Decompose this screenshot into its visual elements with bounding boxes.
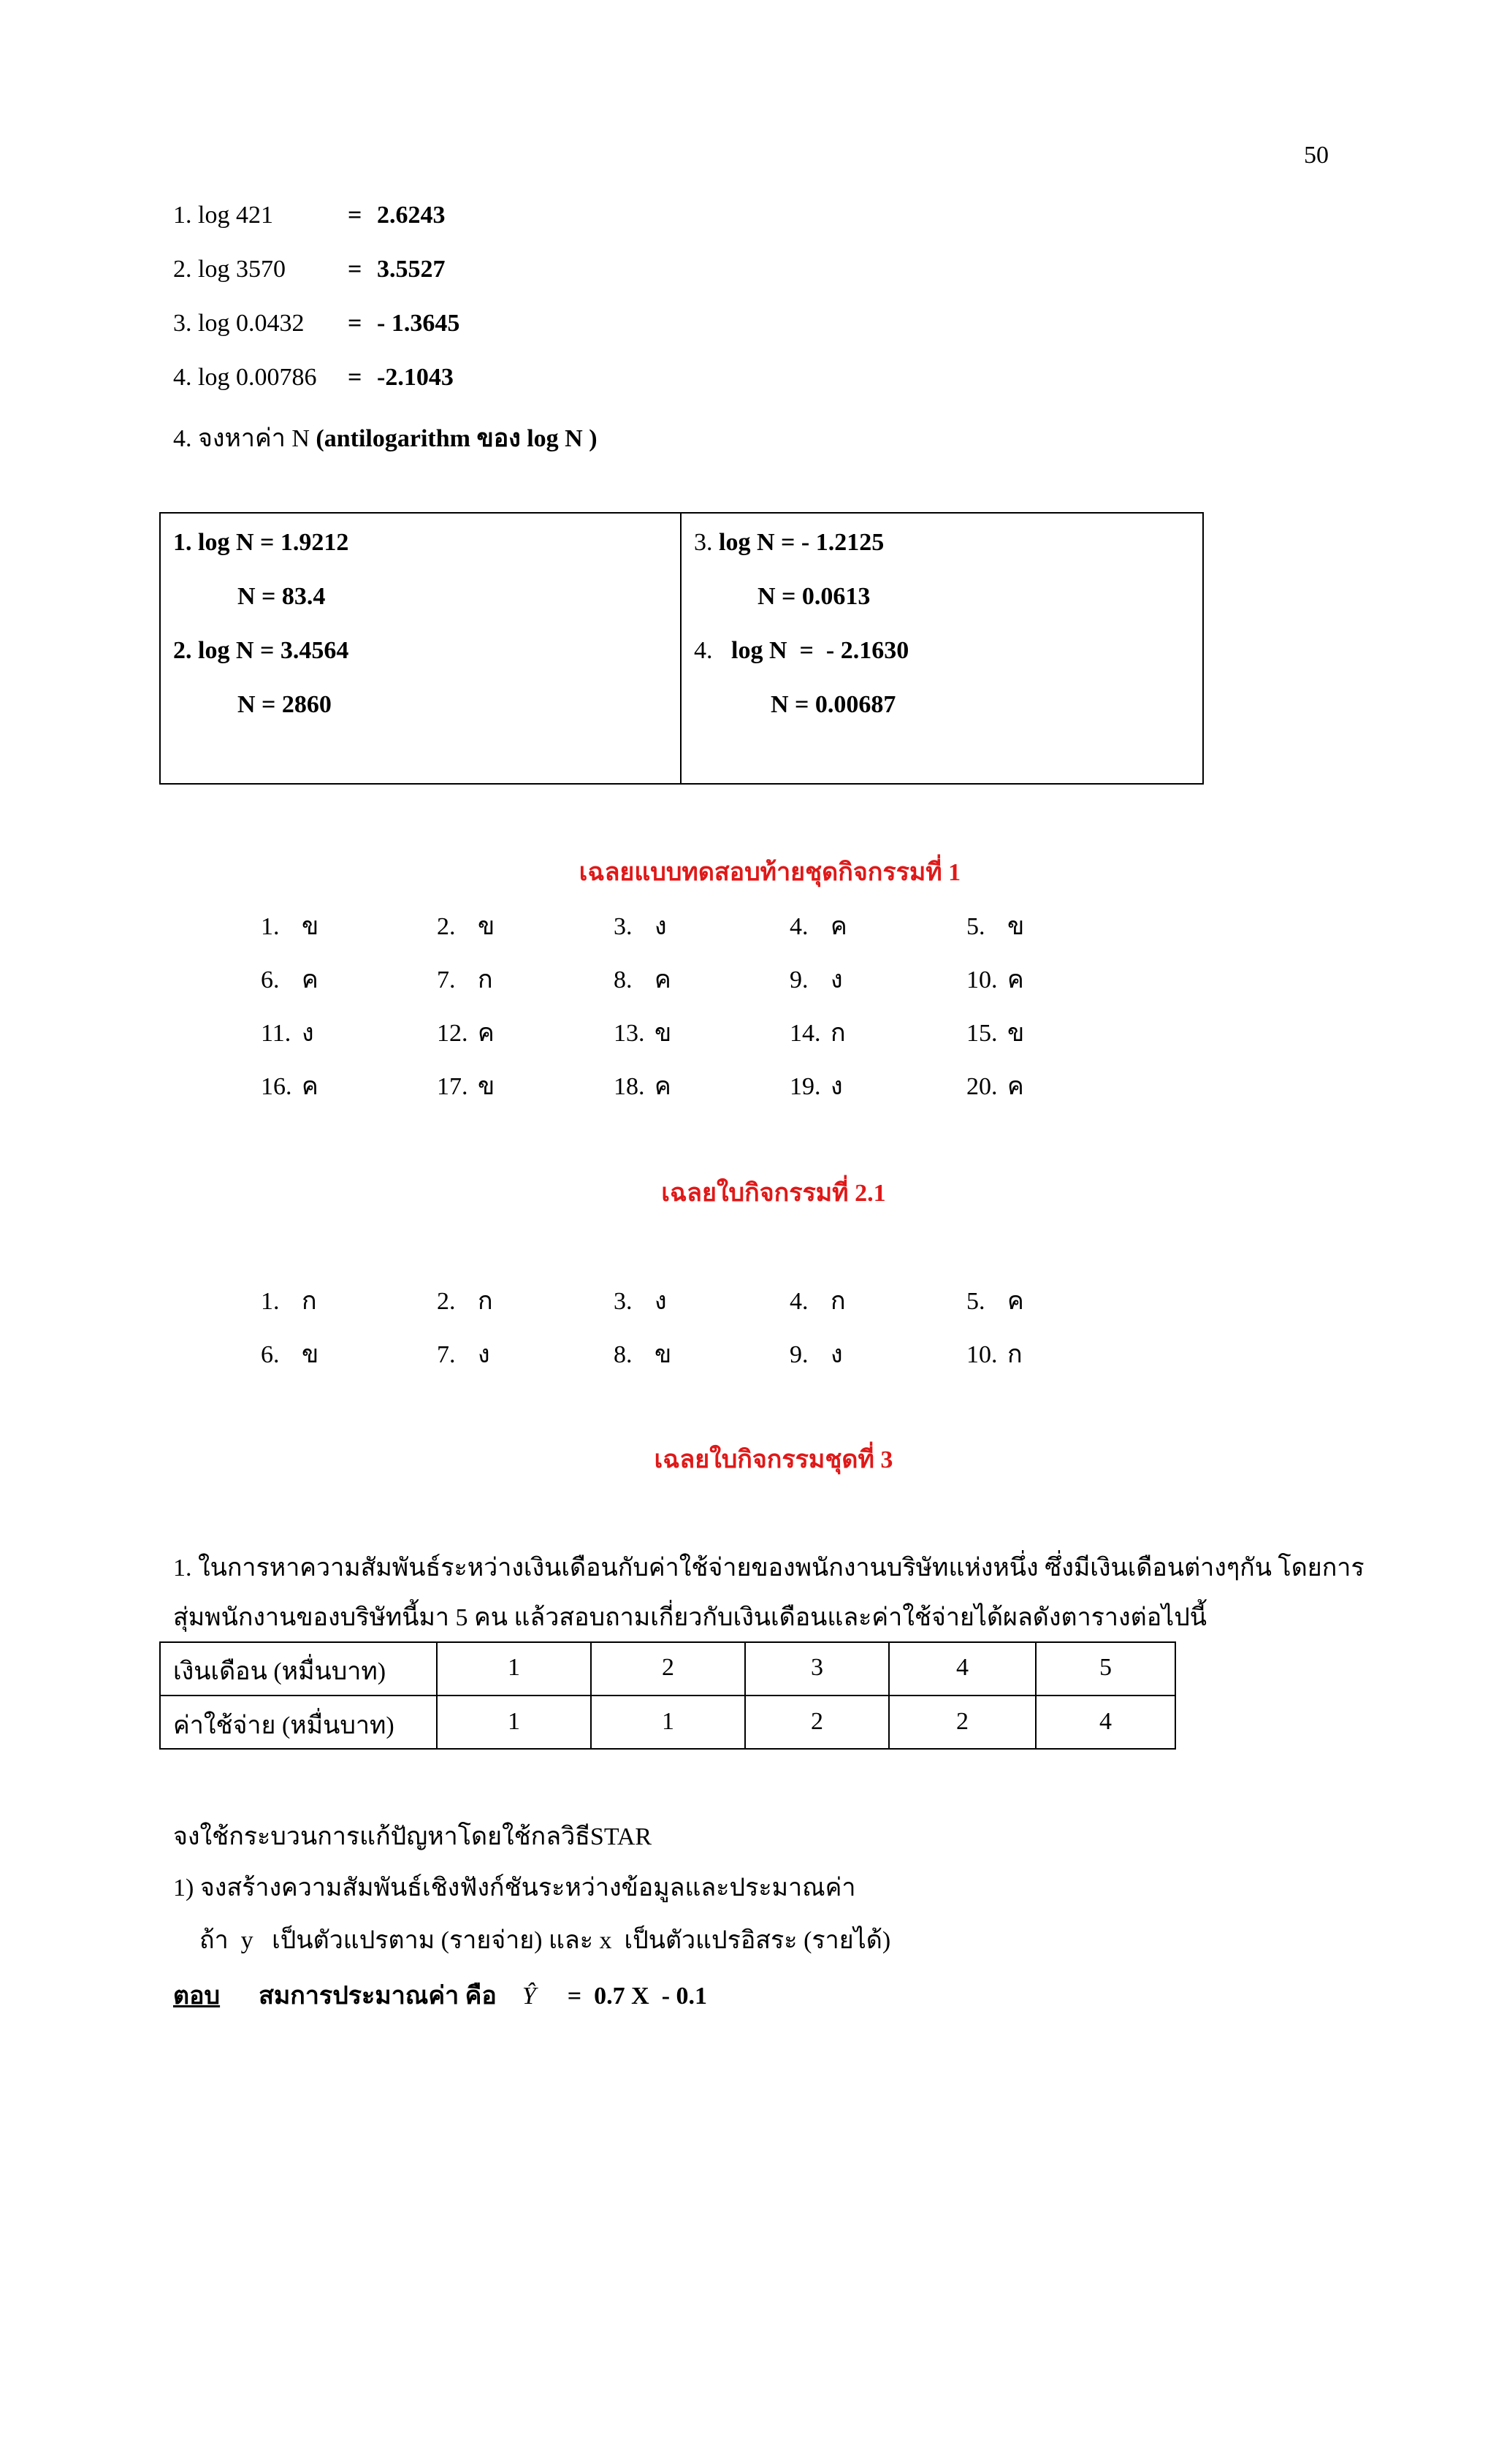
answer-choice: ค [654,966,671,993]
answer-item [261,906,318,945]
activity3-title: เฉลยใบกิจกรรมชุดที่ 3 [654,1446,893,1473]
activity3-paragraph-line1: 1. ในการหาความสัมพันธ์ระหว่างเงินเดือนกับค่าใช้จ่ายของพนักงานบริษัทแห่งหนึ่ง ซึ่งมีเงินเดือนต่างๆกัน โดยการ [173,1555,1365,1582]
log-value: 3.5527 [377,256,446,283]
answer-number: 1. [261,1288,280,1315]
table-cell: 2 [662,1654,674,1681]
answer-choice: ค [302,1073,318,1100]
page-number: 50 [1304,142,1329,169]
answer-number: 8. [614,966,633,993]
equals-sign: = [348,364,362,391]
table-cell: 4 [956,1654,969,1681]
answer-choice: ค [478,1020,495,1047]
answer-item [790,1012,846,1052]
antilog-left-line: N = 83.4 [237,583,326,610]
antilog-left-line: 1. log N = 1.9212 [173,529,349,556]
antilog-left-line: N = 2860 [237,691,332,718]
answer-number: 10. [966,1341,998,1368]
answer-item [614,906,667,945]
answer-item [966,1334,1023,1373]
table-cell: 5 [1099,1654,1112,1681]
answer-choice: ข [654,1341,672,1368]
answer-number: 4. [790,913,809,940]
answer-item [614,1066,671,1105]
table-row-divider [159,1695,1176,1696]
answer-label: ตอบ [173,1983,221,2010]
answer-number: 3. [614,1288,633,1315]
answer-number: 11. [261,1020,291,1047]
antilog-heading-prefix: 4. จงหาค่า N [173,425,316,452]
table-row-label: เงินเดือน (หมื่นบาท) [173,1658,386,1685]
table-cell: 2 [956,1708,969,1735]
answer-choice: ข [478,1073,495,1100]
answer-number: 17. [437,1073,468,1100]
answer-number: 1. [261,913,280,940]
answer-choice: ก [478,966,493,993]
answer-number: 9. [790,966,809,993]
equals-sign: = [348,256,362,283]
answer-number: 6. [261,1341,280,1368]
answer-choice: ก [831,1020,846,1047]
answer-item [437,1334,490,1373]
answer-number: 19. [790,1073,821,1100]
answer-choice: ง [478,1341,490,1368]
answer-item [966,906,1024,945]
answer-choice: ง [831,1341,843,1368]
answer-number: 5. [966,913,985,940]
answer-number: 2. [437,1288,456,1315]
antilog-expression: log N = - 1.2125 [719,529,885,556]
instruction-text: จงใช้กระบวนการแก้ปัญหาโดยใช้กลวิธีSTAR [173,1823,652,1850]
answer-item [261,959,318,999]
answer-item [261,1281,317,1320]
answer-choice: ก [1007,1341,1023,1368]
answer-choice: ค [1007,1288,1024,1315]
answer-number: 16. [261,1073,292,1100]
log-expression: 1. log 421 [173,202,273,229]
answer-choice: ข [302,1341,319,1368]
answer-number: 14. [790,1020,821,1047]
quiz1-title: เฉลยแบบทดสอบท้ายชุดกิจกรรมที่ 1 [579,859,961,886]
answer-choice: ง [302,1020,314,1047]
answer-number: 3. [614,913,633,940]
answer-equation: = 0.7 X - 0.1 [567,1983,708,2010]
antilog-box-divider [680,512,682,785]
answer-number: 18. [614,1073,645,1100]
antilog-expression: N = 0.00687 [771,691,896,718]
answer-choice: ข [302,913,319,940]
answer-item [966,1281,1024,1320]
answer-item [437,1012,495,1052]
table-cell: 1 [662,1708,674,1735]
answer-number: 9. [790,1341,809,1368]
answer-item [261,1334,318,1373]
y-hat-symbol: Ŷ [522,1983,536,2010]
log-value: - 1.3645 [377,310,460,337]
table-cell: 2 [811,1708,823,1735]
antilog-right-line [757,583,870,611]
log-value: -2.1043 [377,364,454,391]
activity21-title: เฉลยใบกิจกรรมที่ 2.1 [661,1180,886,1207]
answer-item [437,1066,495,1105]
answer-number: 20. [966,1073,998,1100]
answer-item [790,1334,843,1373]
answer-choice: ง [831,1073,843,1100]
answer-item [614,959,671,999]
antilog-heading-bold: (antilogarithm ของ log N ) [316,425,598,452]
answer-choice: ค [654,1073,671,1100]
answer-number: 7. [437,966,456,993]
answer-number: 12. [437,1020,468,1047]
answer-item [790,1066,843,1105]
table-cell: 3 [811,1654,823,1681]
answer-item [614,1334,671,1373]
table-cell: 4 [1099,1708,1112,1735]
table-cell: 1 [508,1708,520,1735]
antilog-expression: N = 0.0613 [757,583,871,610]
answer-item [966,959,1024,999]
answer-choice: ค [831,913,847,940]
answer-number: 4. [790,1288,809,1315]
answer-item [614,1281,667,1320]
item-number: 3. [694,529,719,556]
table-cell: 1 [508,1654,520,1681]
answer-number: 15. [966,1020,998,1047]
answer-choice: ง [831,966,843,993]
answer-item [966,1012,1024,1052]
answer-item [261,1066,318,1105]
answer-line [173,1975,707,2015]
answer-number: 6. [261,966,280,993]
answer-number: 2. [437,913,456,940]
log-value: 2.6243 [377,202,446,229]
answer-number: 5. [966,1288,985,1315]
answer-choice: ข [1007,1020,1025,1047]
answer-choice: ข [654,1020,672,1047]
answer-choice: ค [1007,966,1024,993]
answer-item [790,906,847,945]
answer-number: 13. [614,1020,645,1047]
answer-text: สมการประมาณค่า คือ [259,1983,497,2010]
answer-choice: ก [478,1288,493,1315]
item-number: 4. [694,637,731,664]
answer-choice: ค [1007,1073,1024,1100]
question-1-condition: ถ้า y เป็นตัวแปรตาม (รายจ่าย) และ x เป็นตัวแปรอิสระ (รายได้) [199,1927,891,1954]
question-1: 1) จงสร้างความสัมพันธ์เชิงฟังก์ชันระหว่างข้อมูลและประมาณค่า [173,1874,856,1902]
antilog-left-line: 2. log N = 3.4564 [173,637,349,664]
answer-choice: ค [302,966,318,993]
activity3-paragraph-line2: สุ่มพนักงานของบริษัทนี้มา 5 คน แล้วสอบถามเกี่ยวกับเงินเดือนและค่าใช้จ่ายได้ผลดังตารางต่อไปนี้ [173,1604,1207,1631]
answer-choice: ก [302,1288,317,1315]
log-expression: 4. log 0.00786 [173,364,317,391]
antilog-right-line [694,637,909,665]
answer-item [437,1281,493,1320]
answer-item [437,959,493,999]
answer-choice: ง [654,1288,667,1315]
log-expression: 2. log 3570 [173,256,286,283]
answer-choice: ก [831,1288,846,1315]
answer-item [790,959,843,999]
answer-item [261,1012,314,1052]
answer-item [614,1012,671,1052]
table-row-label: ค่าใช้จ่าย (หมื่นบาท) [173,1712,394,1739]
antilog-expression: log N = - 2.1630 [731,637,909,664]
answer-item [966,1066,1024,1105]
answer-choice: ข [478,913,495,940]
answer-number: 8. [614,1341,633,1368]
answer-choice: ง [654,913,667,940]
answer-item [437,906,495,945]
antilog-heading [173,418,598,457]
answer-number: 10. [966,966,998,993]
antilog-right-line [694,529,884,557]
answer-item [790,1281,846,1320]
answer-choice: ข [1007,913,1025,940]
equals-sign: = [348,310,362,337]
equals-sign: = [348,202,362,229]
answer-number: 7. [437,1341,456,1368]
antilog-right-line [771,691,896,719]
log-expression: 3. log 0.0432 [173,310,305,337]
